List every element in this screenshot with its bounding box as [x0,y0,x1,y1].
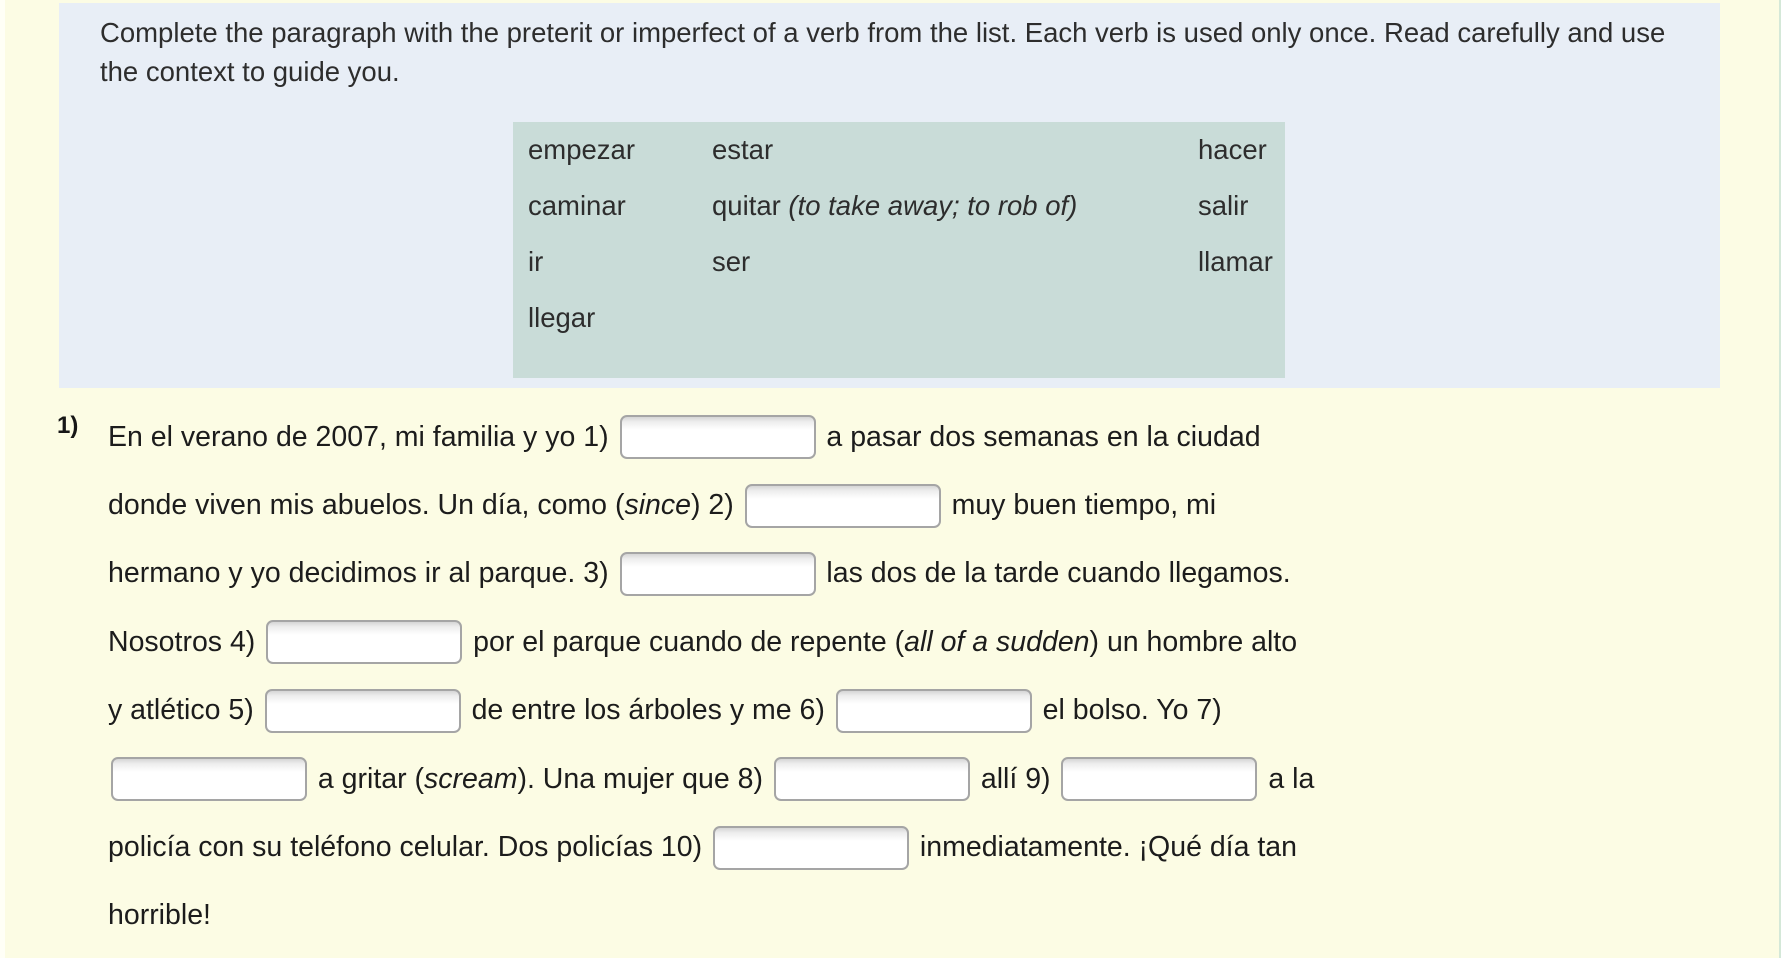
verb-option [528,234,712,290]
italic-term: since [624,489,691,522]
verb-label: llamar [1198,246,1273,277]
blank-input-5[interactable] [265,689,461,733]
blank-input-9[interactable] [1061,757,1257,801]
page-right-edge [1779,0,1784,958]
blank-input-10[interactable] [713,826,909,870]
blank-input-3[interactable] [620,552,816,596]
verb-label: caminar [528,190,626,221]
paragraph-text: y atlético 5) [108,694,262,727]
instructions-text: Complete the paragraph with the preterit or imperfect of a verb from the list. Each verb is used only once. Read carefully and use the context to guide you. [100,17,1666,87]
paragraph-text: a gritar ( [310,762,425,795]
verb-cell-empty [712,290,1198,346]
italic-term: scream [424,762,518,795]
paragraph-text: a pasar dos semanas en la ciudad [818,420,1261,453]
blank-input-1[interactable] [620,415,816,459]
paragraph-text: policía con su teléfono celular. Dos policías 10) [108,831,711,864]
verb-cell-empty [1198,290,1285,346]
paragraph-line [108,813,1588,881]
paragraph-text: las dos de la tarde cuando llegamos. [818,557,1291,590]
verb-label: empezar [528,134,635,165]
blank-input-4[interactable] [266,620,462,664]
paragraph-line [108,677,1588,745]
verb-label: quitar [712,190,781,221]
paragraph-text: a la [1260,762,1315,795]
blank-input-6[interactable] [836,689,1032,733]
verb-bank [513,122,1285,378]
verb-label: salir [1198,190,1249,221]
paragraph-text: Nosotros 4) [108,625,264,658]
paragraph-line [108,745,1588,813]
paragraph-line [108,403,1588,471]
verb-label: estar [712,134,774,165]
italic-term: all of a sudden [904,625,1090,658]
paragraph-text: ). Una mujer que 8) [517,762,771,795]
paragraph-line [108,882,1588,950]
paragraph-text: donde viven mis abuelos. Un día, como ( [108,489,625,522]
paragraph-text: horrible! [108,899,211,932]
verb-option [1198,122,1285,178]
verb-option [1198,178,1285,234]
paragraph-text: el bolso. Yo 7) [1034,694,1222,727]
verb-option [528,178,712,234]
paragraph-text: allí 9) [972,762,1059,795]
paragraph-text: En el verano de 2007, mi familia y yo 1) [108,420,617,453]
verb-option [712,234,1198,290]
verb-label: ir [528,246,544,277]
verb-option [1198,234,1285,290]
paragraph-line [108,608,1588,676]
paragraph-text: hermano y yo decidimos ir al parque. 3) [108,557,617,590]
page-left-edge [0,0,5,958]
paragraph-text: muy buen tiempo, mi [943,489,1217,522]
verb-option [712,178,1198,234]
verb-option [528,290,712,346]
paragraph-line [108,540,1588,608]
blank-input-8[interactable] [774,757,970,801]
verb-label: ser [712,246,751,277]
paragraph-text: de entre los árboles y me 6) [463,694,833,727]
verb-translation-note: (to take away; to rob of) [780,190,1078,221]
paragraph-text: ) un hombre alto [1089,625,1298,658]
verb-option [528,122,712,178]
paragraph-line [108,471,1588,539]
blank-input-7[interactable] [111,757,307,801]
paragraph-text: inmediatamente. ¡Qué día tan [912,831,1297,864]
verb-option [712,122,1198,178]
paragraph-text: ) 2) [690,489,742,522]
blank-input-2[interactable] [745,484,941,528]
paragraph-text: por el parque cuando de repente ( [465,625,905,658]
item-number: 1) [57,412,79,439]
verb-label: llegar [528,302,596,333]
instructions-panel [59,3,1720,388]
verb-label: hacer [1198,134,1267,165]
exercise-paragraph [108,403,1588,950]
